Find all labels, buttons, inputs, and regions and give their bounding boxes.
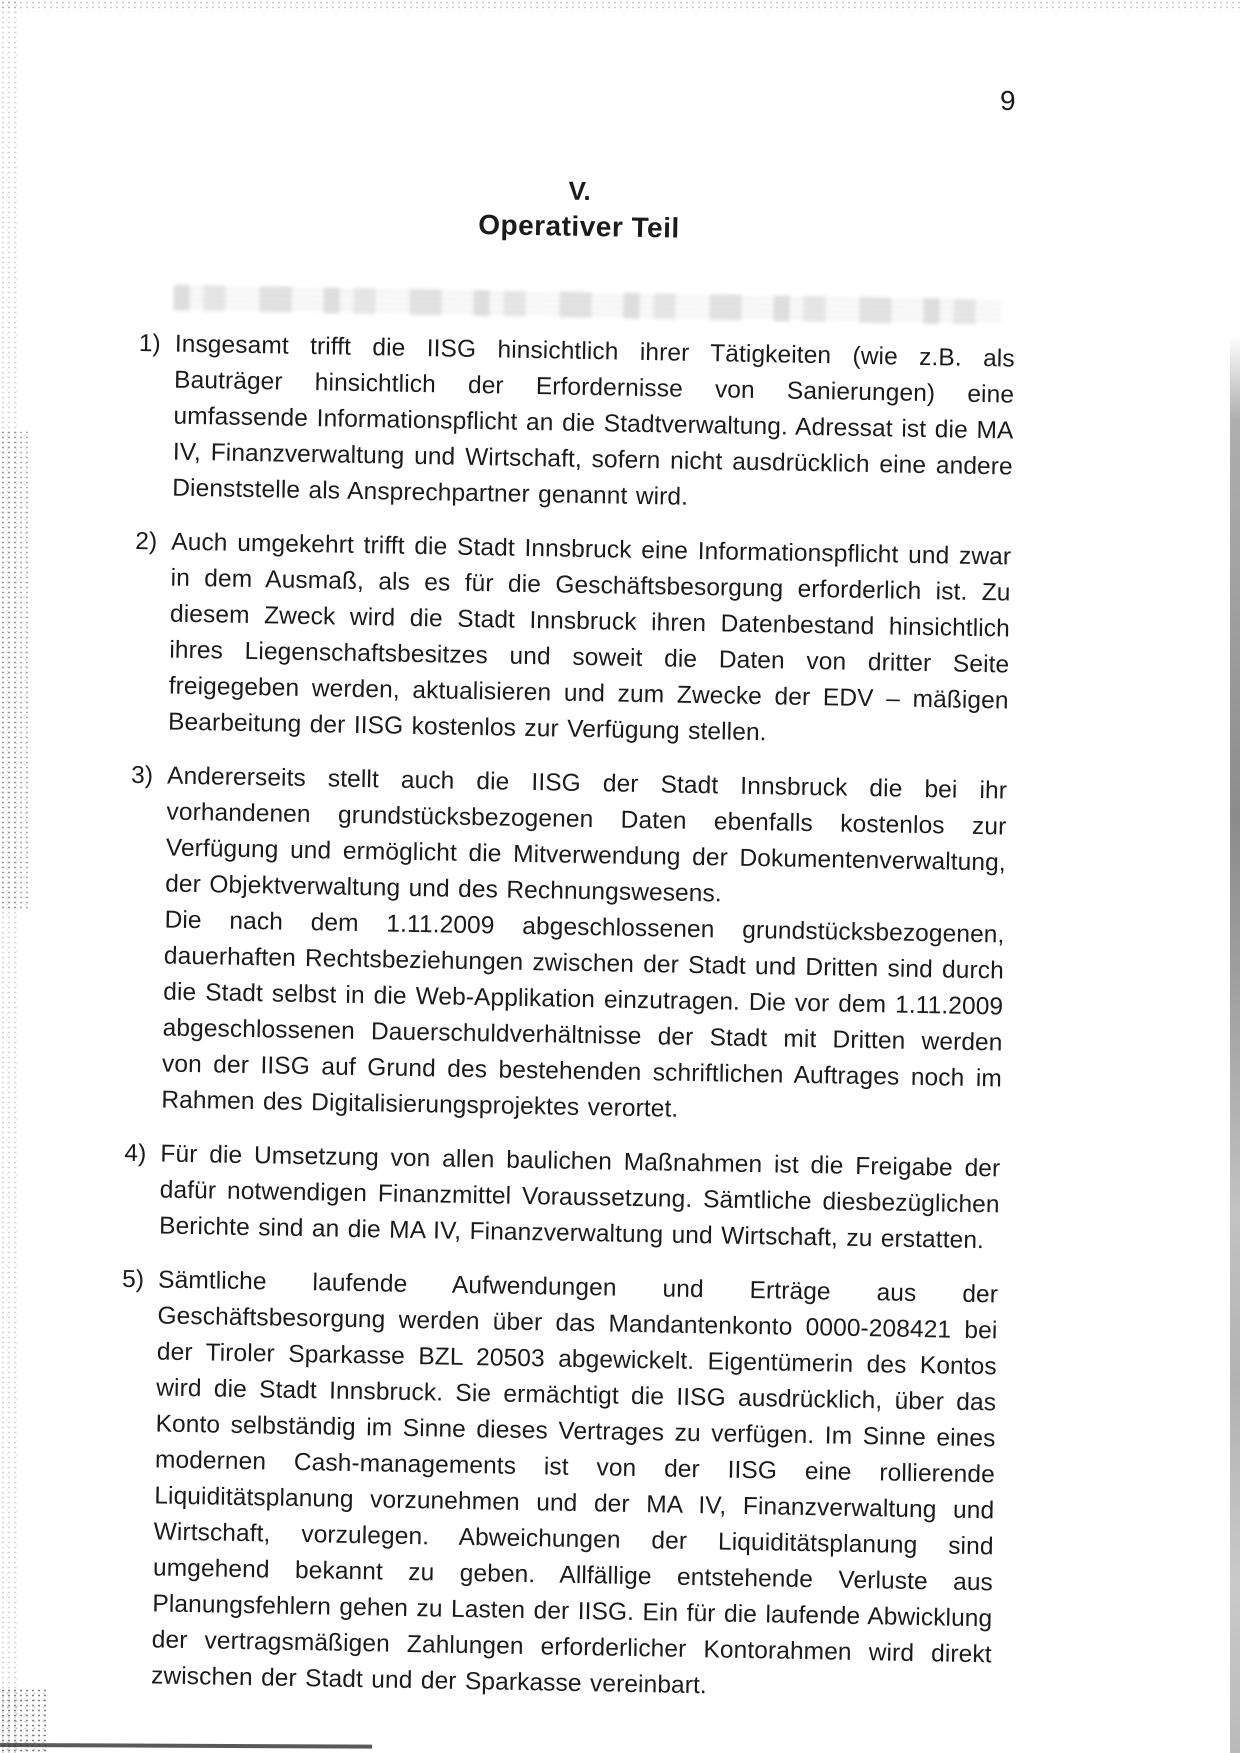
item-marker: 2) bbox=[135, 527, 158, 556]
item-text bbox=[151, 1262, 999, 1709]
item-text bbox=[172, 327, 1015, 522]
paragraph: Die nach dem 1.11.2009 abgeschlossenen grundstücksbezogenen, dauerhaften Rechtsbeziehungen zwischen der Stadt und Dritten sind durch die Stadt selbst in die Web-Applikation einzutragen. Die vor dem 1.11.2009 abgeschlossenen Dauerschuldverhältnisse der Stadt mit Dritten werden von der IISG auf Grund des bestehenden schriftlichen Auftrages noch im Rahmen des Digitalisierungsprojektes verortet. bbox=[161, 906, 1005, 1123]
item-marker: 3) bbox=[130, 761, 154, 790]
bleed-through-artifact bbox=[173, 285, 1001, 326]
item-text bbox=[168, 525, 1012, 756]
section-heading bbox=[141, 166, 1018, 254]
item-marker: 4) bbox=[124, 1139, 147, 1168]
item-text bbox=[161, 759, 1007, 1134]
list-item-2 bbox=[132, 524, 1012, 756]
item-marker: 1) bbox=[138, 329, 162, 358]
paragraph: Insgesamt trifft die IISG hinsichtlich ihrer Tätigkeiten (wie z.B. als Bauträger hinsichtlich der Erfordernisse von Sanierungen) eine umfassende Informationspflicht an die Stadtverwaltung. Adressat ist die MA IV, Finanzverwaltung und Wirtschaft, sofern nicht ausdrücklich eine andere Dienststelle als Ansprechpartner genannt wird. bbox=[172, 330, 1015, 511]
scan-artifact-bottom-line bbox=[0, 1743, 372, 1749]
scan-artifact-left-band bbox=[0, 430, 30, 910]
paragraph: Sämtliche laufende Aufwendungen und Erträge aus der Geschäftsbesorgung werden über das Mandantenkonto 0000-208421 bei der Tiroler Sparkasse BZL 20503 abgewickelt. Eigentümerin des Kontos wird die Stadt Innsbruck. Sie ermächtigt die IISG ausdrücklich, über das Konto selbständig im Sinne dieses Vertrages zu verfügen. Im Sinne eines modernen Cash-managements ist von der IISG eine rollierende Liquiditätsplanung vorzunehmen und der MA IV, Finanzverwaltung und Wirtschaft, vorzulegen. Abweichungen der Liquiditätsplanung sind umgehend bekannt zu geben. Allfällige entstehende Verluste aus Planungsfehlern gehen zu Lasten der IISG. Ein für die laufende Abwicklung der vertragsmäßigen Zahlungen erforderlicher Kontorahmen wird direkt zwischen der Stadt und der Sparkasse vereinbart. bbox=[150, 1266, 999, 1700]
page-number: 9 bbox=[1000, 85, 1016, 116]
item-marker: 5) bbox=[121, 1265, 145, 1294]
list-item-4 bbox=[123, 1136, 1001, 1260]
item-text bbox=[159, 1136, 1001, 1259]
numbered-list bbox=[115, 326, 1015, 1709]
paragraph: Andererseits stellt auch die IISG der Stadt Innsbruck die bei ihr vorhandenen grundstücksbezogenen Daten ebenfalls kostenlos zur Verfügung und ermöglicht die Mitverwendung der Dokumentenverwaltung, der Objektverwaltung und des Rechnungswesens. bbox=[164, 762, 1008, 908]
scan-artifact-top-edge bbox=[0, 0, 1240, 12]
list-item-5 bbox=[115, 1262, 999, 1710]
document-body bbox=[114, 166, 1017, 1727]
list-item-1 bbox=[136, 326, 1015, 522]
section-number: V. bbox=[568, 175, 591, 206]
scan-artifact-right-bar bbox=[1230, 335, 1240, 1753]
list-item-3 bbox=[125, 758, 1007, 1134]
paragraph: Für die Umsetzung von allen baulichen Maßnahmen ist die Freigabe der dafür notwendigen Finanzmittel Voraussetzung. Sämtliche diesbezüglichen Berichte sind an die MA IV, Finanzverwaltung und Wirtschaft, zu erstatten. bbox=[158, 1140, 1001, 1255]
paragraph: Auch umgekehrt trifft die Stadt Innsbruck eine Informationspflicht und zwar in dem Ausmaß, als es für die Geschäftsbesorgung erforderlich ist. Zu diesem Zweck wird die Stadt Innsbruck ihren Datenbestand hinsichtlich ihres Liegenschaftsbesitzes und soweit die Daten von dritter Seite freigegeben werden, aktualisieren und zum Zwecke der EDV – mäßigen Bearbeitung der IISG kostenlos zur Verfügung stellen. bbox=[167, 528, 1012, 747]
section-title: Operativer Teil bbox=[477, 208, 681, 244]
